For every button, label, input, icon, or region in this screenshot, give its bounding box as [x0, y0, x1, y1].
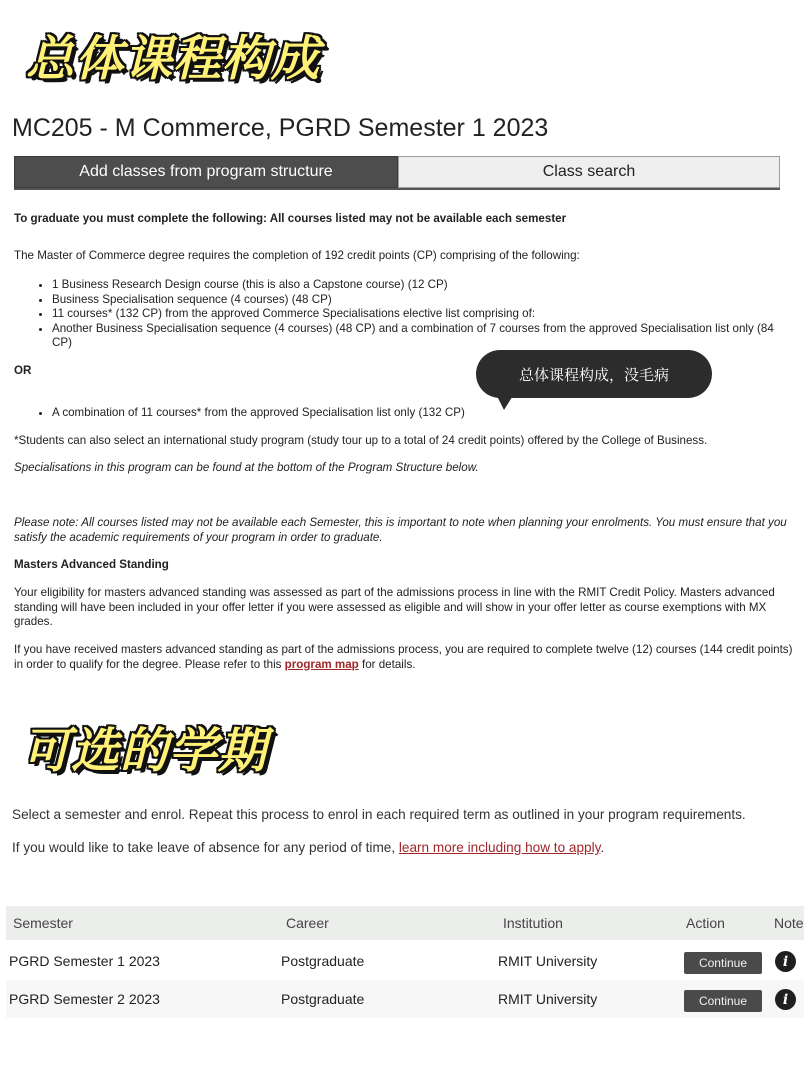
column-header-semester: Semester: [13, 915, 73, 931]
column-header-institution: Institution: [503, 915, 563, 931]
career-cell: Postgraduate: [281, 953, 365, 969]
institution-cell: RMIT University: [498, 953, 598, 969]
semester-cell: PGRD Semester 1 2023: [9, 953, 160, 969]
continue-button[interactable]: Continue: [684, 952, 762, 974]
tab-add-classes[interactable]: Add classes from program structure: [14, 156, 398, 188]
tab-class-search[interactable]: Class search: [398, 156, 780, 188]
column-header-action: Action: [686, 915, 725, 931]
requirement-item: • Business Specialisation sequence (4 courses) (48 CP): [52, 293, 792, 308]
comment-bubble: 总体课程构成，没毛病: [476, 350, 712, 398]
continue-button[interactable]: Continue: [684, 990, 762, 1012]
banner-available-semesters: 可选的学期: [22, 723, 268, 779]
specialisations-note: Specialisations in this program can be found at the bottom of the Program Structure below.: [14, 461, 479, 474]
banner-overall-structure: 总体课程构成: [26, 31, 321, 87]
column-header-note: Note: [774, 915, 804, 931]
degree-intro: The Master of Commerce degree requires the completion of 192 credit points (CP) comprising of the following:: [14, 249, 580, 262]
graduate-heading: To graduate you must complete the following: All courses listed may not be available each semester: [14, 212, 567, 225]
alt-requirement-list: [30, 406, 630, 421]
institution-cell: RMIT University: [498, 991, 598, 1007]
masters-advanced-standing-heading: Masters Advanced Standing: [14, 558, 169, 571]
requirement-item: • 11 courses* (132 CP) from the approved Commerce Specialisations elective list comprising of:: [52, 307, 792, 322]
select-semester-instructions: Select a semester and enrol. Repeat this process to enrol in each required term as outlined in your program requirements.: [12, 807, 746, 822]
requirement-item: • Another Business Specialisation sequence (4 courses) (48 CP) and a combination of 7 courses from the approved Specialisation list only (84 CP): [52, 322, 792, 351]
info-icon[interactable]: i: [775, 951, 796, 972]
info-icon[interactable]: i: [775, 989, 796, 1010]
page-title: MC205 - M Commerce, PGRD Semester 1 2023: [12, 114, 549, 142]
leave-text-end: .: [600, 840, 605, 855]
requirement-item: • 1 Business Research Design course (this is also a Capstone course) (12 CP): [52, 278, 792, 293]
requirement-text-end: for details.: [358, 657, 416, 671]
program-map-link[interactable]: program map: [284, 657, 359, 671]
table-header: [6, 906, 804, 940]
requirements-list: [30, 278, 792, 351]
masters-advanced-standing-requirement: [14, 643, 804, 672]
tab-divider: [14, 188, 780, 190]
please-note: Please note: All courses listed may not be available each Semester, this is important to note when planning your enrolments. You must ensure that you satisfy the academic requirements of your program in order to graduate.: [14, 516, 787, 544]
leave-of-absence-text: [12, 839, 802, 856]
career-cell: Postgraduate: [281, 991, 365, 1007]
or-label: OR: [14, 364, 32, 377]
requirement-item: • A combination of 11 courses* from the approved Specialisation list only (132 CP): [52, 406, 630, 421]
semester-cell: PGRD Semester 2 2023: [9, 991, 160, 1007]
column-header-career: Career: [286, 915, 329, 931]
requirement-text: If you have received masters advanced standing as part of the admissions process, you are required to complete twelve (12) courses (144 credit points) in order to qualify for the degree. Please refer to this: [14, 643, 793, 671]
footnote: *Students can also select an international study program (study tour up to a total of 24 credit points) offered by the College of Business.: [14, 434, 708, 447]
leave-text: If you would like to take leave of absence for any period of time,: [12, 840, 399, 855]
masters-advanced-standing-paragraph: Your eligibility for masters advanced standing was assessed as part of the admissions process in line with the RMIT Credit Policy. Masters advanced standing will have been included in your offer letter if you were assessed as eligible and will show in your offer letter as course exemptions with MX grades.: [14, 586, 775, 628]
leave-of-absence-link[interactable]: learn more including how to apply: [398, 840, 601, 855]
